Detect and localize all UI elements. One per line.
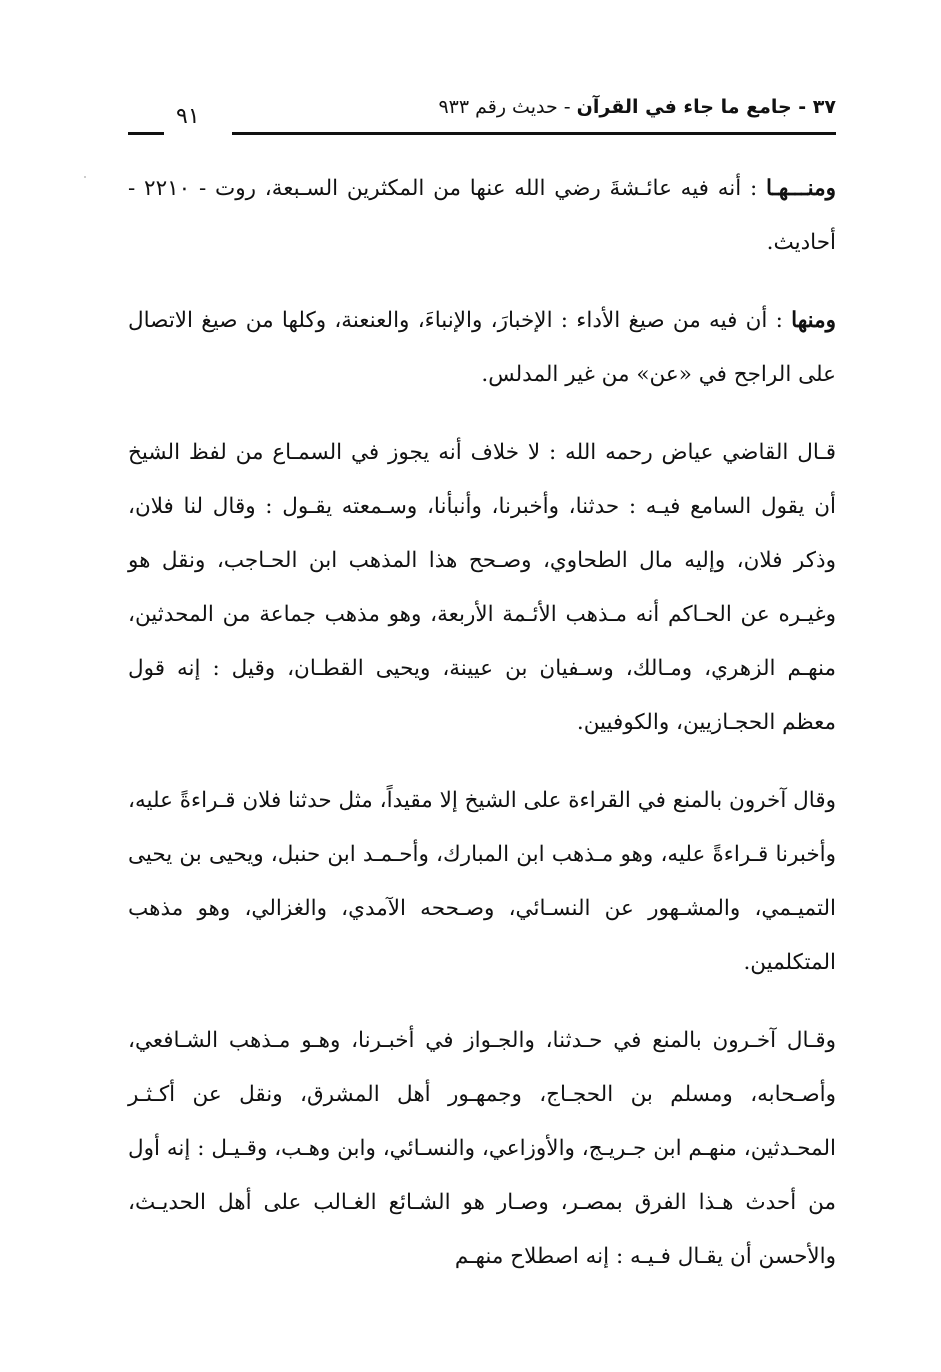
paragraph-text: قـال القاضي عياض رحمه الله : لا خلاف أنه يجوز في السمـاع من لفظ الشيخ أن يقول السامع فيـه : حدثنا، وأخبرنا، وأنبأنا، وسـمعته يقـول : وقال لنا فلان، وذكر فلان، وإليه مال الطحاوي، وصـحح هذا المذهب ابن الحـاجب، ونقل هو وغيـره عن الحـاكم أنه مـذهب الأئـمة الأربعة، وهو مذهب جماعة من المحدثين، منهـم الزهري، ومـالك، وسـفيان بن عيينة، ويحيى القطـان، وقيل : إنه قول معظم الحجـازيين، والكوفيين. [128, 440, 836, 735]
header-hadith-number: - حديث رقم ٩٣٣ [438, 96, 577, 118]
running-header [128, 90, 836, 140]
paragraph-lead: ومنها [791, 308, 836, 333]
paragraph [128, 774, 836, 990]
paragraph-text: وقال آخرون بالمنع في القراءة على الشيخ إلا مقيداً، مثل حدثنا فلان قـراءةً عليه، وأخبرنا قـراءةً عليه، وهو مـذهب ابن المبارك، وأحـمـد ابن حنبل، ويحيى بن يحيى التميـمي، والمشـهور عن النسـائي، وصـححه الآمدي، والغزالي، وهو مذهب المتكلمين. [128, 788, 836, 975]
paragraph [128, 426, 836, 750]
paragraph-text: وقـال آخـرون بالمنع في حـدثنا، والجـواز في أخبـرنا، وهـو مـذهب الشـافعي، وأصـحابه، ومسلم بن الحجـاج، وجمهـور أهل المشرق، ونقل عن أكـثـر المحـدثين، منهـم ابن جـريـج، والأوزاعي، والنسـائي، وابن وهـب، وقـيـل : إنه أول من أحدث هـذا الفرق بمصـر، وصـار هو الشـائع الغـالب على أهل الحديـث، والأحسن أن يقـال فـيـه : إنه اصطلاح منهـم [128, 1028, 836, 1269]
paragraph [128, 162, 836, 270]
header-rule [232, 132, 836, 135]
paragraph-text: : أنه فيه عائـشةَ رضي الله عنها من المكثرين السـبعة، روت - ٢٢١٠ - أحاديث. [128, 176, 836, 255]
paragraph-lead: ومنـــهـا [765, 176, 836, 201]
paragraph-text: : أن فيه من صيغ الأداء : الإخبارَ، والإنباءَ، والعنعنة، وكلها من صيغ الاتصال على الراجح في «عن» من غير المدلس. [128, 308, 836, 387]
body-text [128, 162, 836, 1308]
header-title [438, 96, 836, 118]
paragraph [128, 1014, 836, 1284]
scan-speck [84, 176, 86, 178]
page-number-rule [128, 132, 164, 135]
page-number: ٩١ [176, 104, 200, 129]
header-chapter-title: ٣٧ - جامع ما جاء في القرآن [576, 96, 836, 118]
paragraph [128, 294, 836, 402]
